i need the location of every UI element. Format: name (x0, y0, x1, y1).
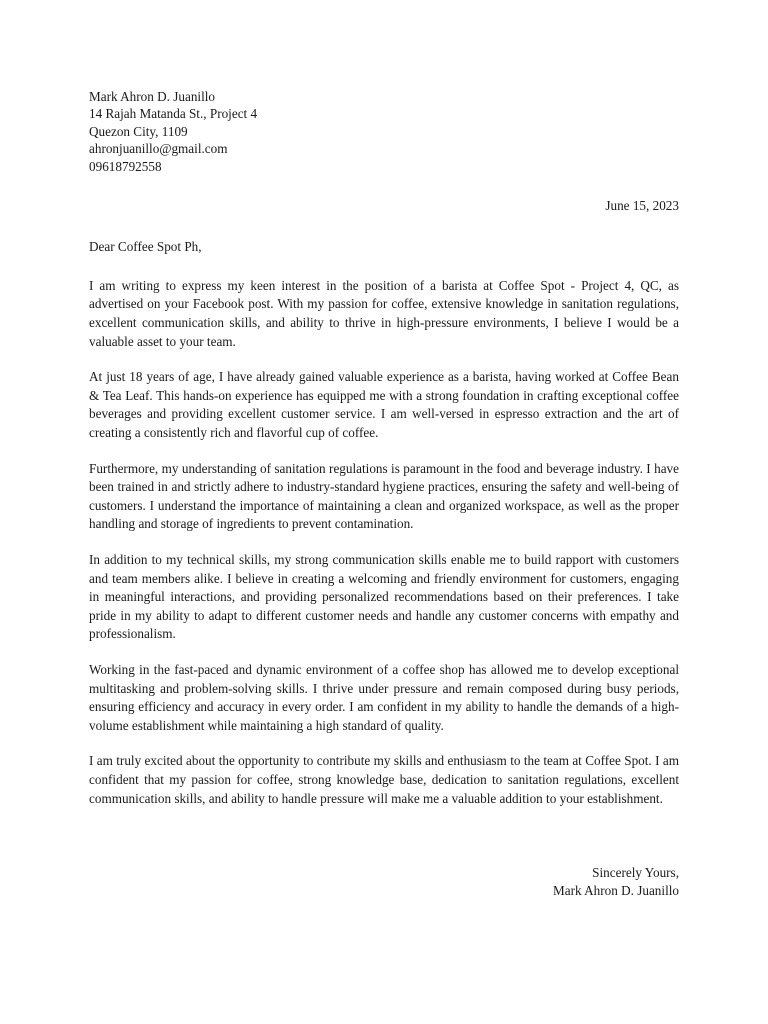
body-paragraph: I am writing to express my keen interest in the position of a barista at Coffee Spot - Project 4, QC, as advertised on your Facebook post. With my passion for coffee, extensive knowledge in sanitation regulations, excellent communication skills, and ability to thrive in high-pressure environments, I believe I would be a valuable asset to your team. (89, 277, 679, 349)
body-paragraph: Working in the fast-paced and dynamic environment of a coffee shop has allowed me to develop exceptional multitasking and problem-solving skills. I thrive under pressure and remain composed during busy periods, ensuring efficiency and accuracy in every order. I am confident in my ability to handle the demands of a high-volume establishment while maintaining a high standard of quality. (89, 661, 679, 733)
valediction: Sincerely Yours, (592, 865, 679, 881)
body-paragraph: At just 18 years of age, I have already gained valuable experience as a barista, having worked at Coffee Bean & Tea Leaf. This hands-on experience has equipped me with a strong foundation in crafting exceptional coffee beverages and providing excellent customer service. I am well-versed in espresso extraction and the art of creating a consistently rich and flavorful cup of coffee. (89, 369, 679, 440)
sender-city-zip: Quezon City, 1109 (89, 123, 188, 139)
body-paragraph: Furthermore, my understanding of sanitation regulations is paramount in the food and beverage industry. I have been trained in and strictly adhere to industry-standard hygiene practices, ensuring the safety and well-being of customers. I understand the importance of maintaining a clean and organized workspace, as well as the proper handling and storage of ingredients to prevent contamination. (89, 460, 679, 532)
sender-name: Mark Ahron D. Juanillo (89, 89, 216, 104)
sender-address-block (89, 88, 679, 175)
body-paragraph: In addition to my technical skills, my strong communication skills enable me to build rapport with customers and team members alike. I believe in creating a welcoming and friendly environment for customers, engaging in meaningful interactions, and providing personalized recommendations based on their preferences. I take pride in my ability to adapt to different customer needs and handle any customer concerns with empathy and professionalism. (89, 551, 679, 642)
salutation: Dear Coffee Spot Ph, (89, 239, 202, 255)
letter-date: June 15, 2023 (605, 198, 679, 214)
sender-street: 14 Rajah Matanda St., Project 4 (89, 106, 258, 122)
sender-phone: 09618792558 (89, 158, 162, 174)
letter-content (89, 88, 679, 899)
sender-email: ahronjuanillo@gmail.com (89, 141, 228, 157)
signature-name: Mark Ahron D. Juanillo (552, 882, 679, 898)
closing-block (89, 864, 679, 899)
body-paragraph: I am truly excited about the opportunity to contribute my skills and enthusiasm to the team at Coffee Spot. I am confident that my passion for coffee, strong knowledge base, dedication to sanitation regulations, excellent communication skills, and ability to handle pressure will make me a valuable addition to your establishment. (89, 753, 679, 806)
letter-body (89, 277, 679, 808)
